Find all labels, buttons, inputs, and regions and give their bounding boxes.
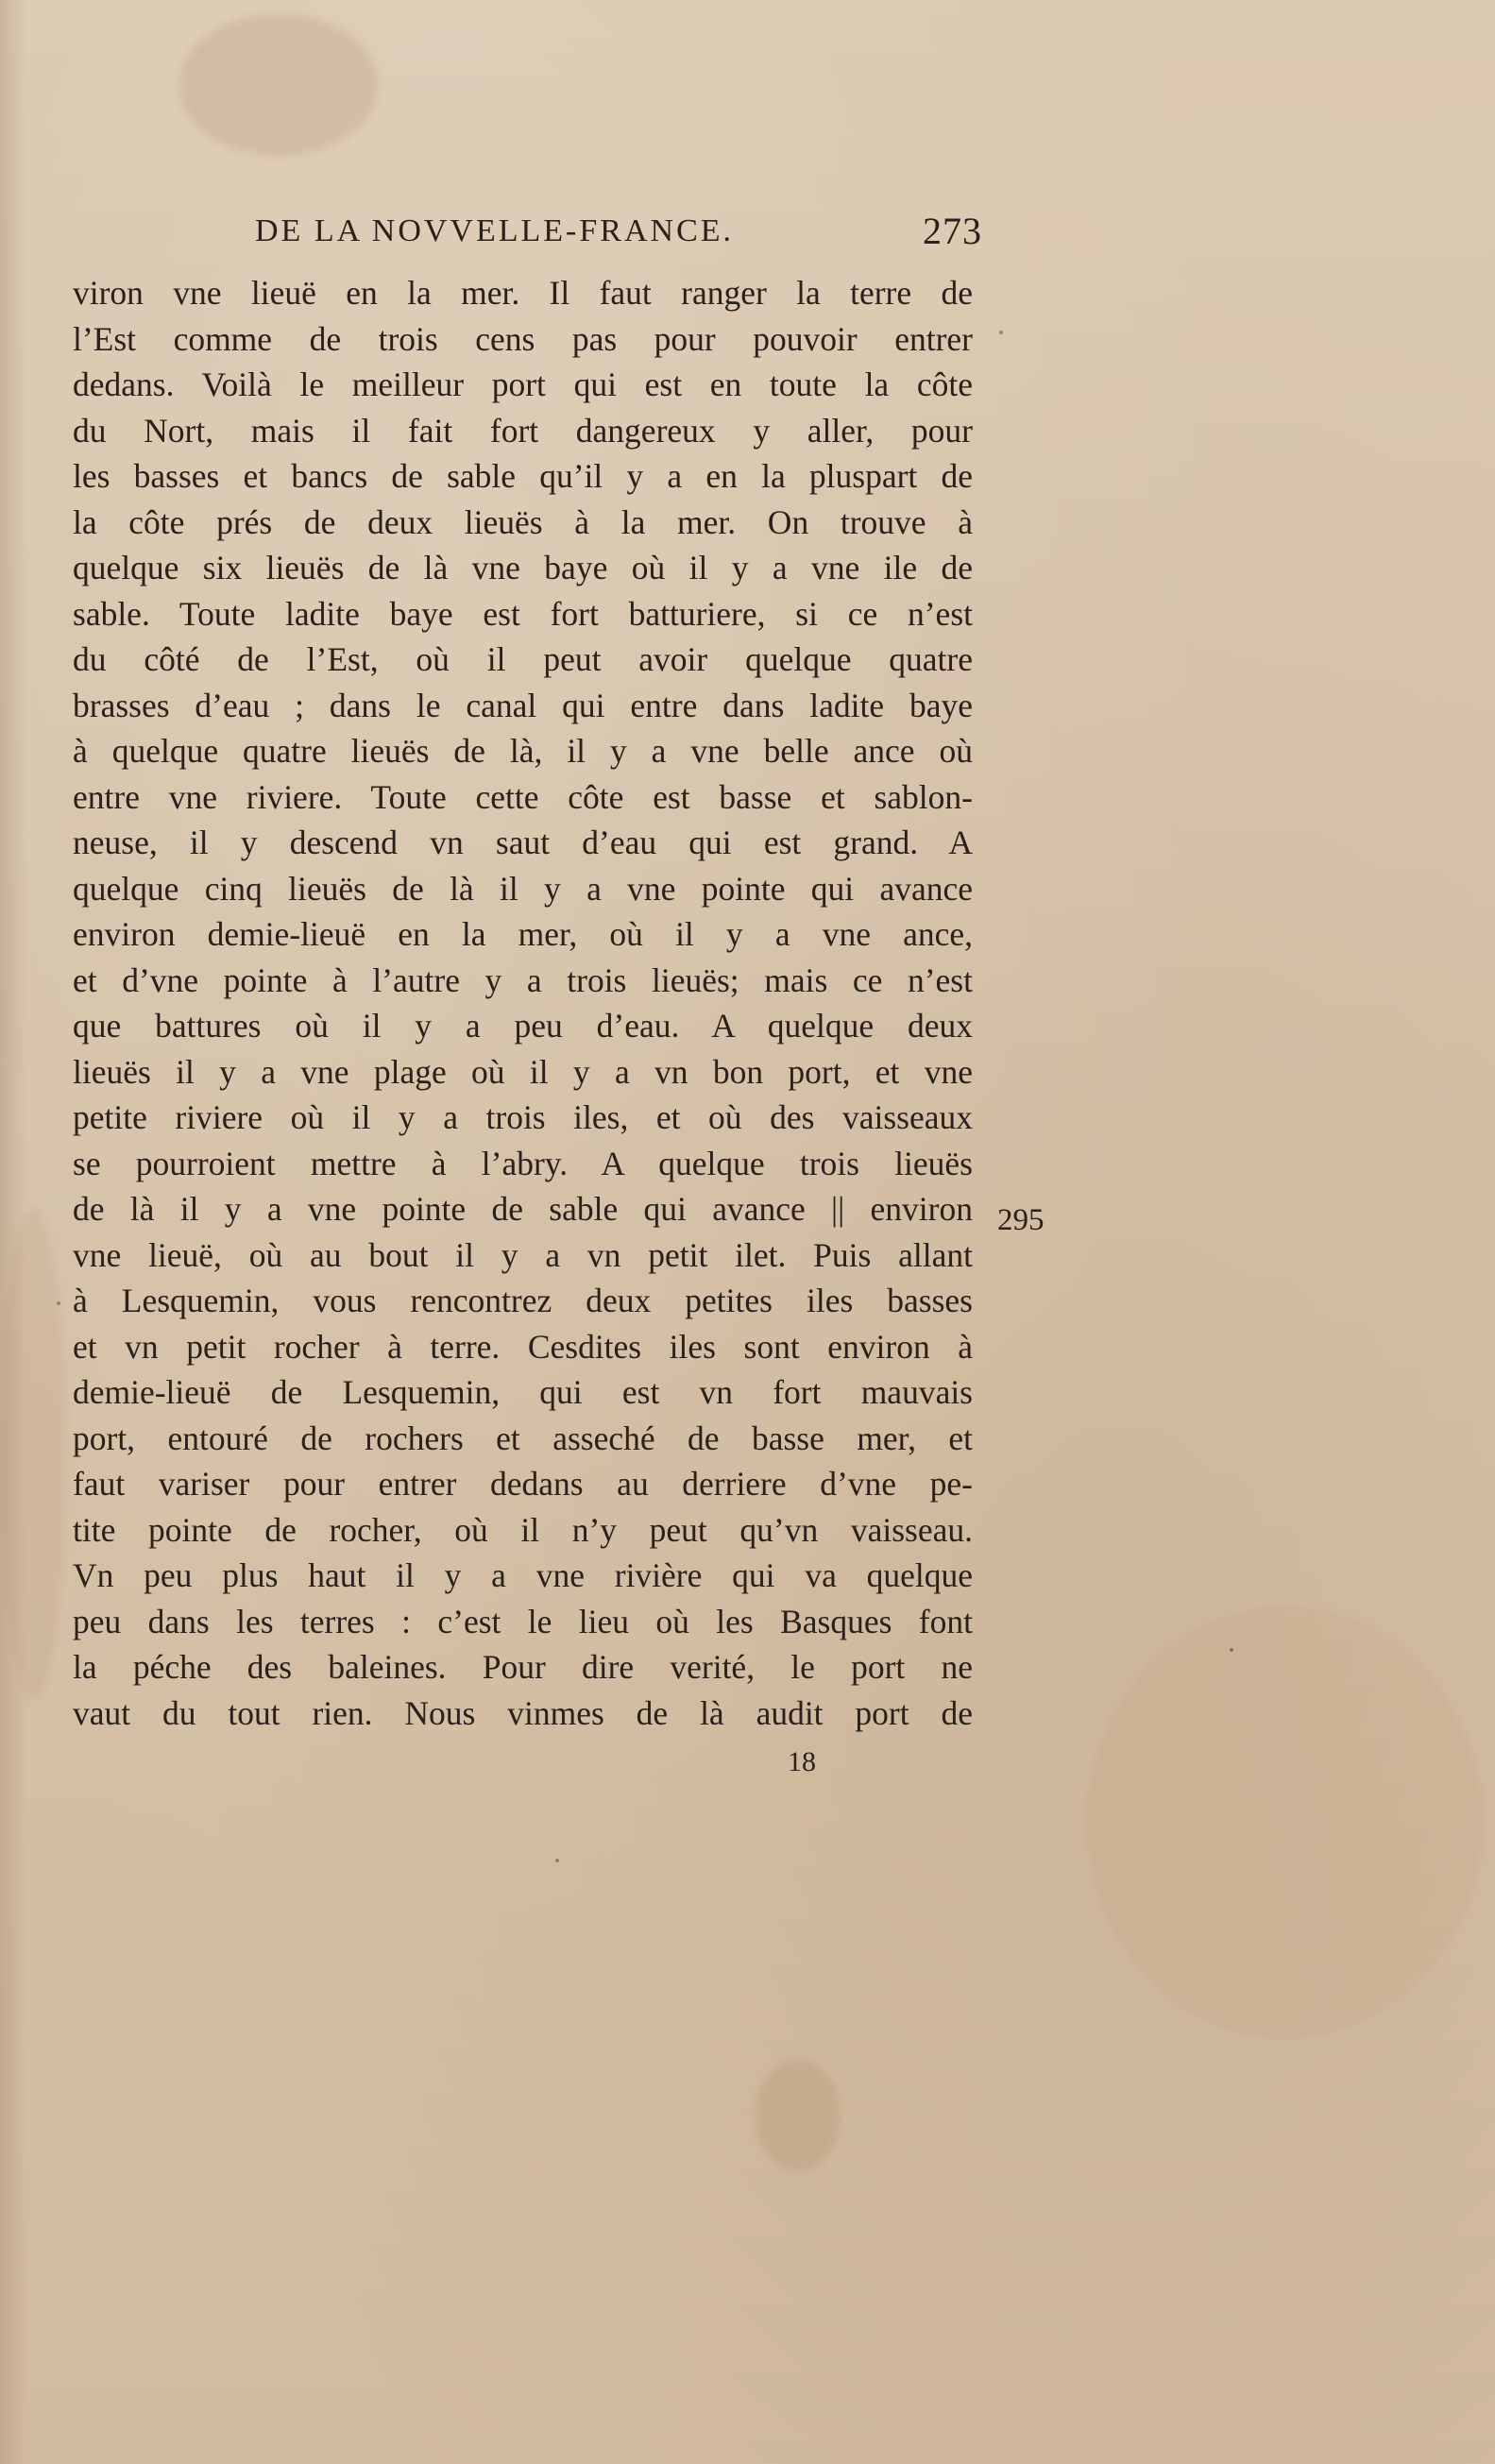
text-line: de là il y a vne pointe de sable qui avance || environ: [73, 1190, 973, 1228]
text-line: sable. Toute ladite baye est fort batturiere, si ce n’est: [73, 594, 973, 633]
body-text: [73, 270, 973, 1736]
running-title: DE LA NOVVELLE-FRANCE.: [255, 213, 735, 248]
text-line: viron vne lieuë en la mer. Il faut ranger la terre de: [73, 274, 973, 312]
text-line: la péche des baleines. Pour dire verité, le port ne: [73, 1648, 973, 1686]
text-line: se pourroient mettre à l’abry. A quelque trois lieuës: [73, 1144, 973, 1182]
paper-stain: [756, 2059, 841, 2172]
page-header: [255, 210, 982, 253]
ink-speck: [57, 1301, 60, 1305]
text-line: la côte prés de deux lieuës à la mer. On trouve à: [73, 502, 973, 541]
text-line: du côté de l’Est, où il peut avoir quelque quatre: [73, 640, 973, 678]
paper-stain: [0, 1209, 66, 1700]
text-line: port, entouré de rochers et asseché de basse mer, et: [73, 1419, 973, 1457]
text-line: tite pointe de rocher, où il n’y peut qu’vn vaisseau.: [73, 1510, 973, 1549]
text-line: neuse, il y descend vn saut d’eau qui est grand. A: [73, 824, 973, 861]
text-line: du Nort, mais il fait fort dangereux y aller, pour: [73, 411, 973, 450]
ink-speck: [999, 331, 1003, 334]
text-line: dedans. Voilà le meilleur port qui est en toute la côte: [73, 365, 973, 403]
page-number: 273: [923, 210, 982, 252]
text-line: entre vne riviere. Toute cette côte est basse et sablon-: [73, 777, 973, 816]
text-line: vaut du tout rien. Nous vinmes de là audit port de: [73, 1693, 973, 1732]
paper-stain: [179, 14, 378, 156]
text-line: environ demie-lieuë en la mer, où il y a vne ance,: [73, 915, 973, 953]
text-line: à quelque quatre lieuës de là, il y a vne belle ance où: [73, 732, 973, 770]
text-line: à Lesquemin, vous rencontrez deux petites iles basses: [73, 1282, 973, 1319]
text-line: que battures où il y a peu d’eau. A quelque deux: [73, 1007, 973, 1045]
text-line: et vn petit rocher à terre. Cesdites iles sont environ à: [73, 1327, 973, 1366]
text-line: lieuës il y a vne plage où il y a vn bon port, et vne: [73, 1052, 973, 1091]
text-line: brasses d’eau ; dans le canal qui entre dans ladite baye: [73, 686, 973, 724]
text-line: peu dans les terres : c’est le lieu où les Basques font: [73, 1602, 973, 1640]
text-line: demie-lieuë de Lesquemin, qui est vn fort mauvais: [73, 1373, 973, 1411]
ink-speck: [555, 1859, 559, 1862]
text-line: vne lieuë, où au bout il y a vn petit ilet. Puis allant: [73, 1235, 973, 1274]
text-line: et d’vne pointe à l’autre y a trois lieuës; mais ce n’est: [73, 960, 973, 999]
text-line: quelque six lieuës de là vne baye où il y a vne ile de: [73, 549, 973, 586]
paper-stain: [1086, 1606, 1483, 2040]
signature-mark: 18: [788, 1746, 816, 1777]
ink-speck: [1230, 1648, 1233, 1652]
text-line: Vn peu plus haut il y a vne rivière qui va quelque: [73, 1556, 973, 1594]
text-line: quelque cinq lieuës de là il y a vne pointe qui avance: [73, 869, 973, 908]
text-line: faut variser pour entrer dedans au derriere d’vne pe-: [73, 1465, 973, 1503]
text-line: petite riviere où il y a trois iles, et où des vaisseaux: [73, 1098, 973, 1136]
text-line: l’Est comme de trois cens pas pour pouvoir entrer: [73, 319, 973, 358]
text-line: les basses et bancs de sable qu’il y a en la pluspart de: [73, 457, 973, 495]
margin-reference-number: 295: [997, 1203, 1045, 1237]
